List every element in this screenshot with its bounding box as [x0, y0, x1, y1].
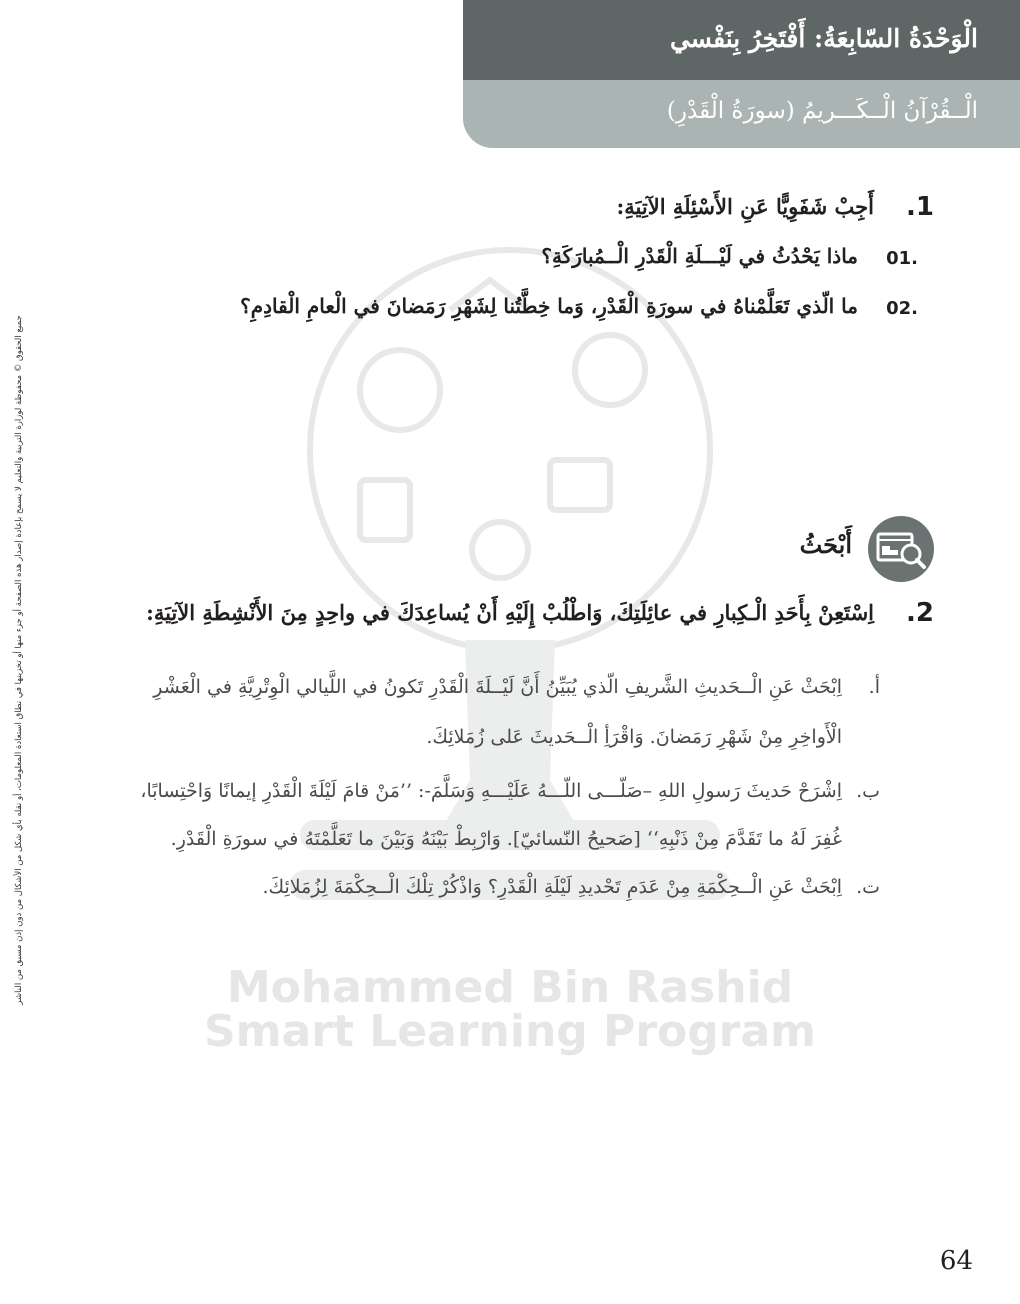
- activity-t-letter: ت.: [856, 876, 880, 898]
- activity-a-letter: أ.: [868, 676, 880, 698]
- lesson-title: الْــقُرْآنُ الْــكَـــريمُ (سورَةُ الْقَدْرِ): [666, 98, 978, 124]
- question-1-number: 1.: [906, 192, 934, 222]
- activity-t-line-1: اِبْحَثْ عَنِ الْــحِكْمَةِ مِنْ عَدَمِ تَحْديدِ لَيْلَةِ الْقَدْرِ؟ وَاذْكُرْ تِلْكَ الْــحِكْمَةَ لِزُمَلائِكَ.: [262, 876, 842, 898]
- watermark-line-1: Mohammed Bin Rashid: [226, 962, 794, 1013]
- activity-b-line-2: غُفِرَ لَهُ ما تَقَدَّمَ مِنْ ذَنْبِهِ‘‘ [صَحيحُ النّسائيّ]. وَارْبِطْ بَيْنَهُ وَبَيْنَ ما تَعَلَّمْتَهُ في سورَةِ الْقَدْرِ.: [170, 828, 842, 850]
- research-badge: [868, 516, 934, 582]
- research-title: أَبْحَثُ: [799, 530, 852, 559]
- watermark-tree-icon: [250, 220, 770, 1080]
- activity-b-line-1: اِشْرَحْ حَديثَ رَسولِ اللهِ –صَلّـــى اللّـــهُ عَلَيْـــهِ وَسَلَّمَ-: ’’مَنْ قامَ لَيْلَةَ الْقَدْرِ إيمانًا وَاحْتِسابًا،: [140, 780, 842, 802]
- lesson-header-band: [463, 80, 1020, 148]
- question-1-item-2-number: .02: [886, 298, 918, 319]
- activity-a-line-1: اِبْحَثْ عَنِ الْــحَديثِ الشَّريفِ الّذي يُبَيِّنُ أَنَّ لَيْــلَةَ الْقَدْرِ تَكونُ في اللَّيالي الْوِتْرِيَّةِ في الْعَشْرِ: [153, 676, 842, 698]
- watermark-line-2: Smart Learning Program: [203, 1006, 816, 1057]
- question-1-item-2-text: ما الّذي تَعَلَّمْناهُ في سورَةِ الْقَدْرِ، وَما خِطَّتُنا لِشَهْرِ رَمَضانَ في الْعامِ الْقادِمِ؟: [240, 294, 858, 318]
- question-1-item-1-number: .01: [886, 248, 918, 269]
- activity-a-line-2: الْأَواخِرِ مِنْ شَهْرِ رَمَضانَ. وَاقْرَأِ الْــحَديثَ عَلى زُمَلائِكَ.: [426, 726, 842, 748]
- activity-b-letter: ب.: [856, 780, 880, 802]
- question-1-text: أَجِبْ شَفَوِيًّا عَنِ الأَسْئِلَةِ الآتِيَةِ:: [616, 194, 874, 219]
- question-2-number: 2.: [906, 598, 934, 628]
- question-1-item-1-text: ماذا يَحْدُثُ في لَيْـــلَةِ الْقَدْرِ الْــمُبارَكَةِ؟: [541, 244, 858, 268]
- copyright-note: جميع الحقوق © محفوظة لوزارة التربية والتعليم لا يسمح بإعادة إصدار هذه الصفحة أو جزء منها أو تخزينها في نطاق استعادة المعلومات، أو نقله بأي شكل من الأشكال من دون إذن مسبق من الناشر: [14, 315, 24, 1005]
- unit-title: الْوَحْدَةُ السّابِعَةُ: أَفْتَخِرُ بِنَفْسي: [669, 24, 978, 53]
- page-number: 64: [939, 1246, 973, 1276]
- unit-header-band: [463, 0, 1020, 80]
- question-2-text: اِسْتَعِنْ بِأَحَدِ الْـكِبارِ في عائِلَتِكَ، وَاطْلُبْ إِلَيْهِ أَنْ يُساعِدَكَ في واحِدٍ مِنَ الأَنْشِطَةِ الآتِيَةِ:: [146, 600, 874, 625]
- search-screen-icon: [868, 516, 934, 582]
